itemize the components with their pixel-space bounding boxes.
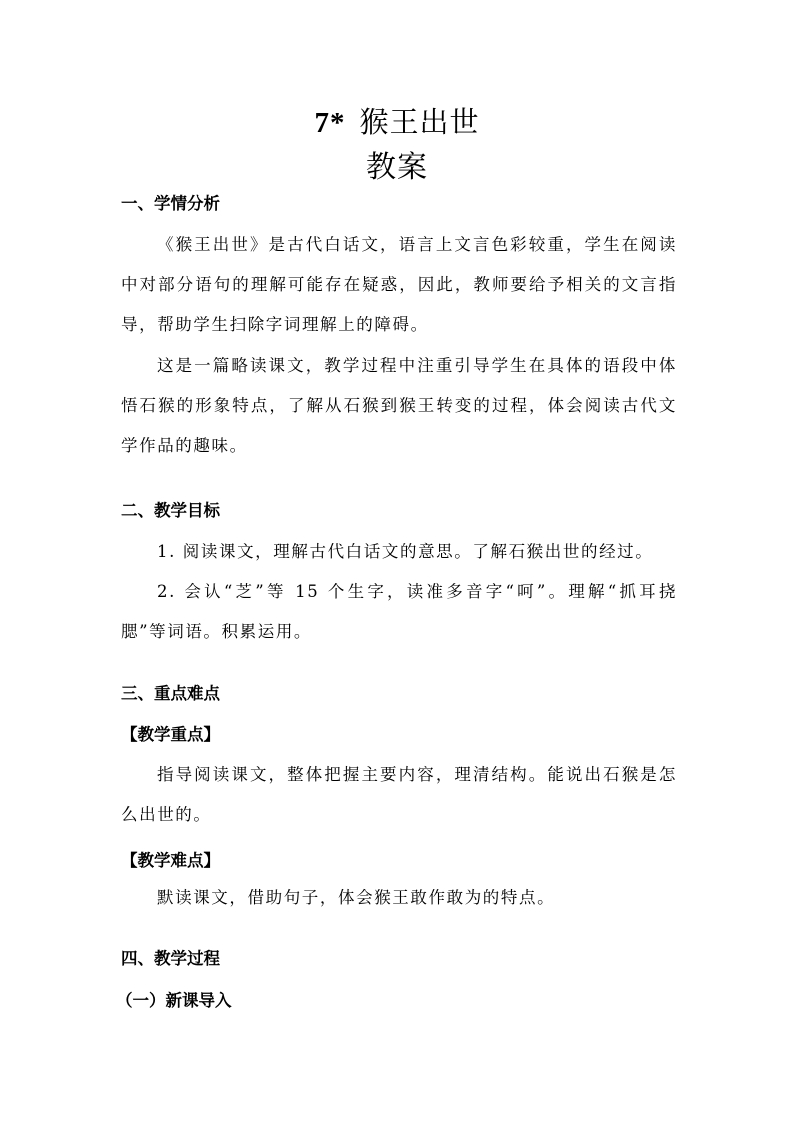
objective-item-1: 1. 阅读课文，理解古代白话文的意思。了解石猴出世的经过。 [157,542,654,561]
key-point-text: 指导阅读课文，整体把握主要内容，理清结构。能说出石猴是怎么出世的。 [121,765,677,824]
analysis-paragraph-2: 这是一篇略读课文，教学过程中注重引导学生在具体的语段中体悟石猴的形象特点，了解从石猴到猴王转变的过程，体会阅读古代文学作品的趣味。 [121,356,677,455]
section-heading-objectives: 二、教学目标 [121,501,220,520]
objective-item-2: 2. 会认“芝”等 15 个生字，读准多音字“呵”。理解“抓耳挠腮”等词语。积累运用。 [121,582,677,641]
lesson-subtitle: 教案 [366,150,428,185]
section-heading-key-points: 三、重点难点 [121,684,220,703]
lesson-number: 7* [314,107,346,139]
difficulty-text: 默读课文，借助句子，体会猴王敢作敢为的特点。 [157,888,556,907]
section-heading-analysis: 一、学情分析 [121,194,220,213]
process-subheading-intro: （一）新课导入 [116,991,232,1010]
lesson-title-text: 猴王出世 [359,105,480,139]
analysis-paragraph-1: 《猴王出世》是古代白话文，语言上文言色彩较重，学生在阅读中对部分语句的理解可能存在疑惑，因此，教师要给予相关的文言指导，帮助学生扫除字词理解上的障碍。 [121,235,677,334]
key-point-label: 【教学重点】 [121,725,220,744]
section-heading-process: 四、教学过程 [121,949,220,968]
lesson-title [0,100,794,141]
difficulty-label: 【教学难点】 [121,851,220,870]
